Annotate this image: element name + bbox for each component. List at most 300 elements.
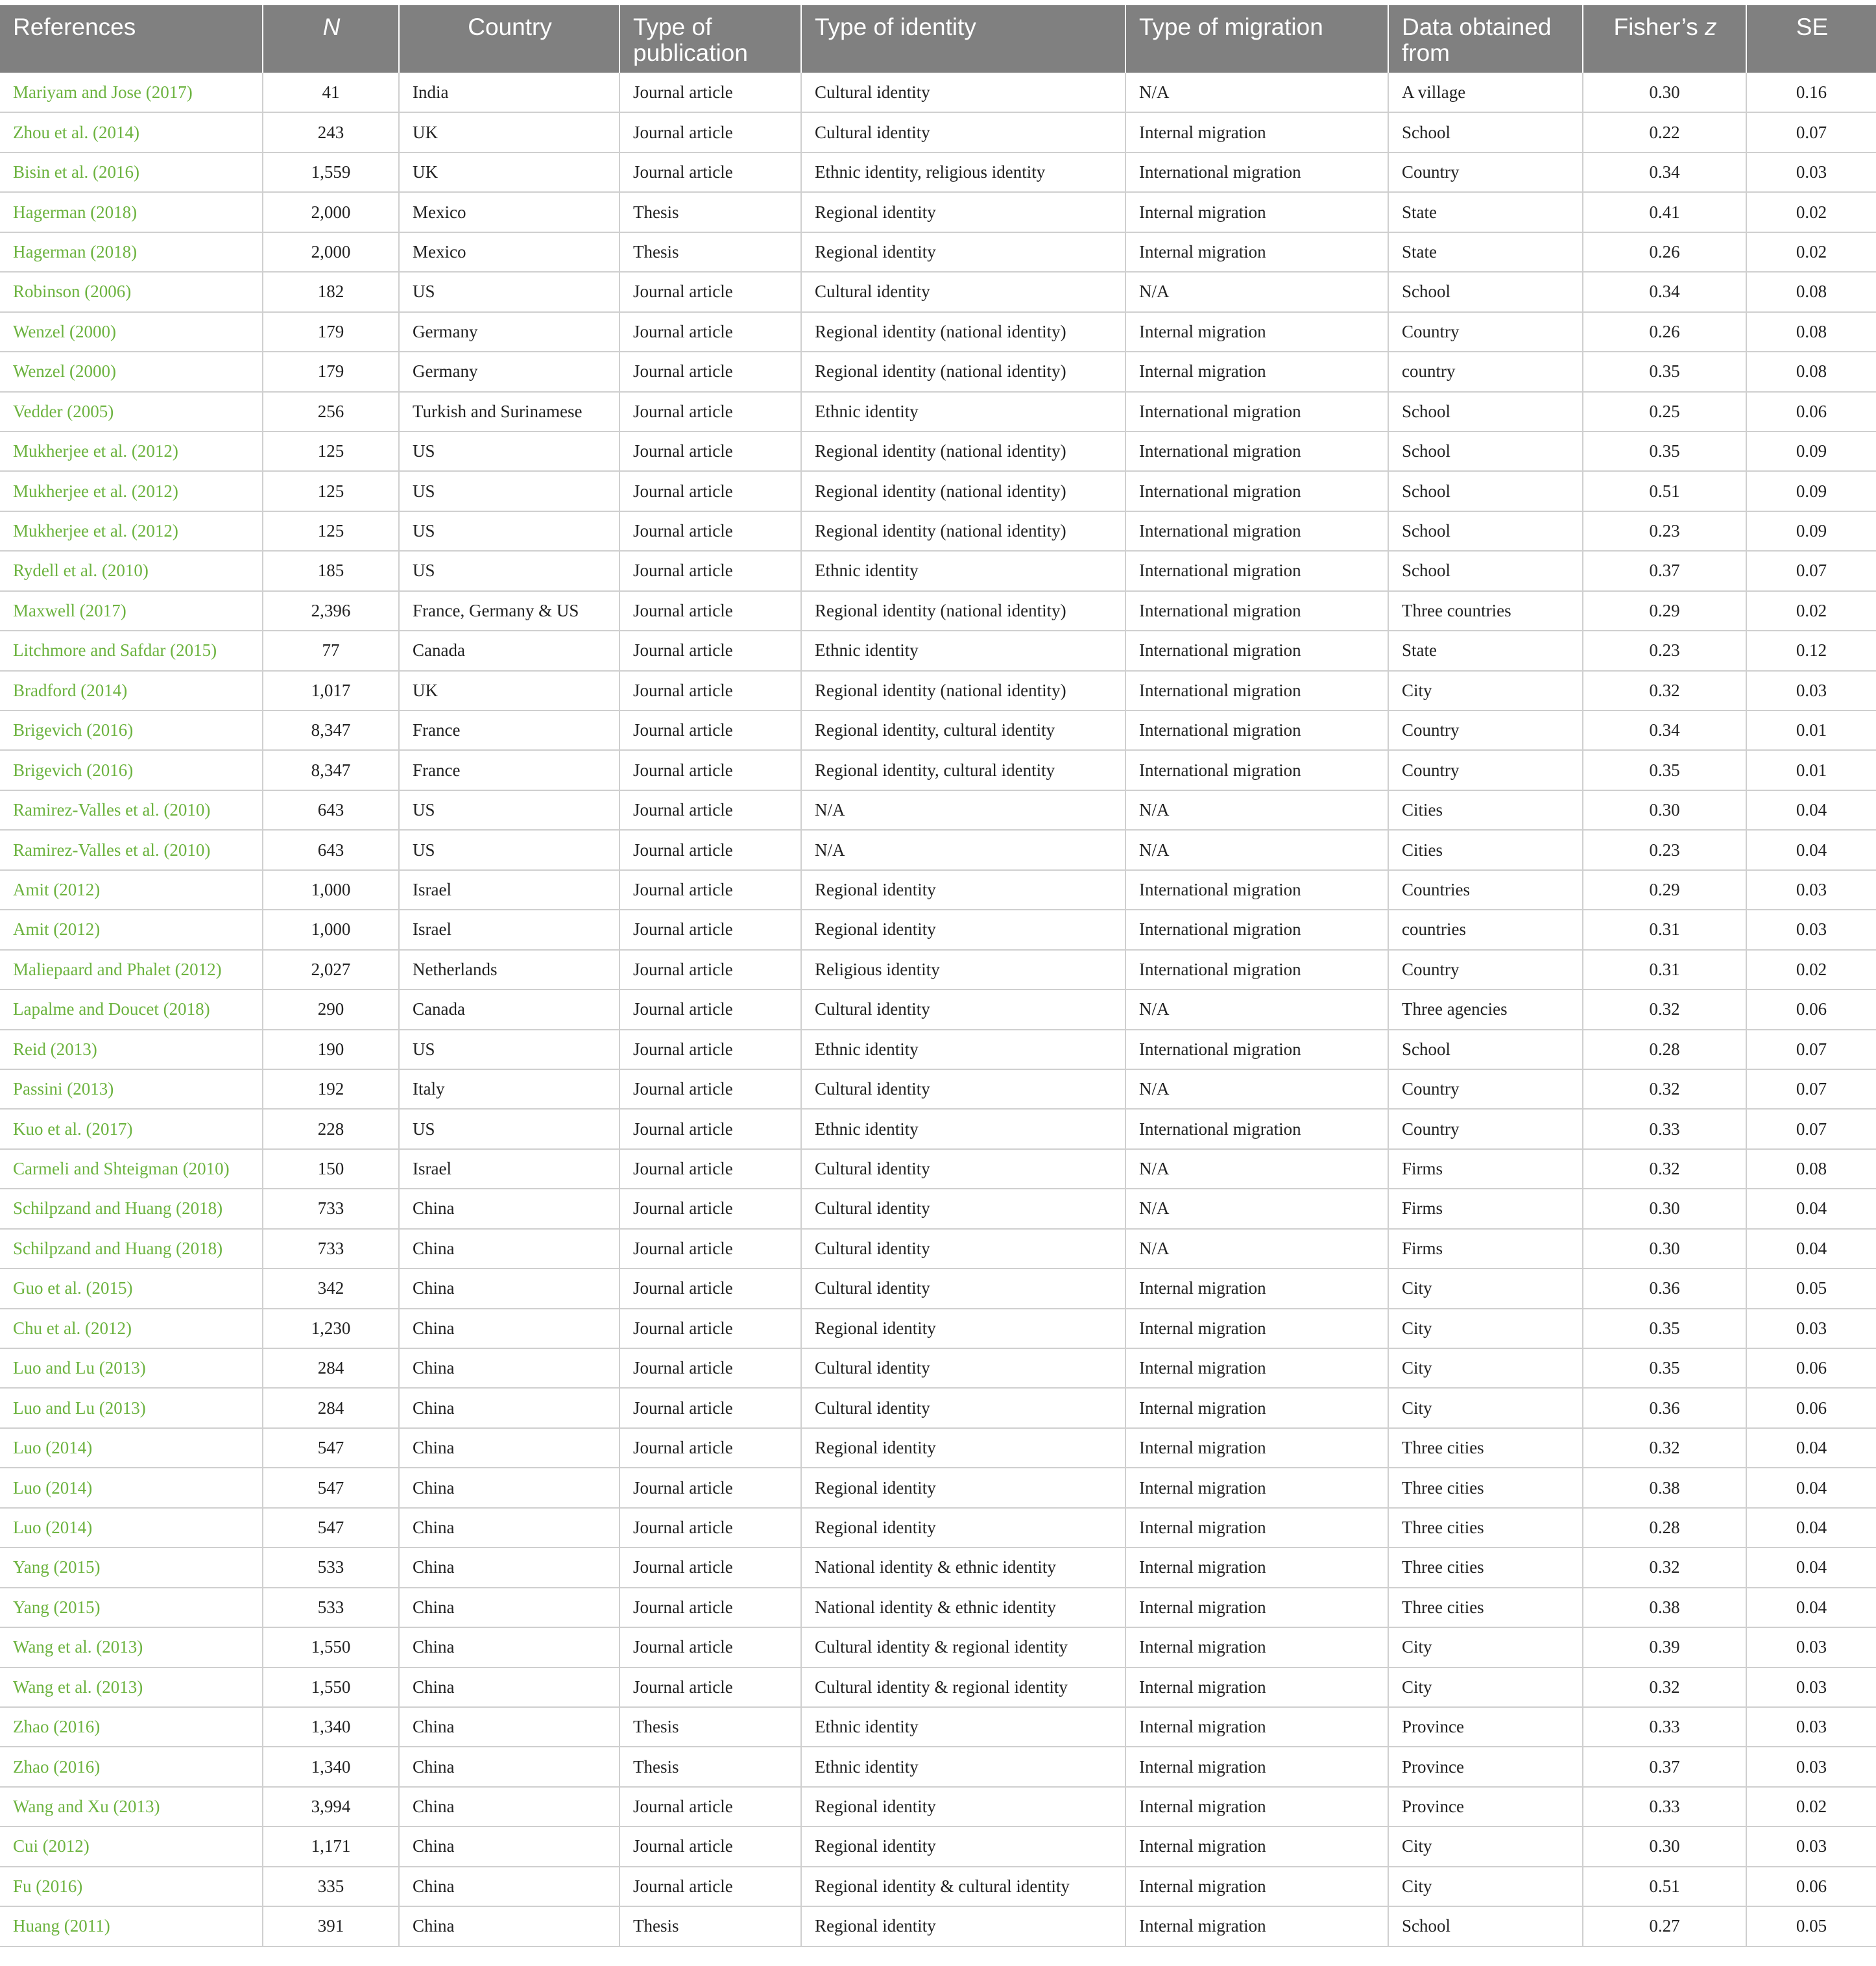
cell-fisher-z: 0.32: [1583, 1069, 1746, 1109]
cell-country: China: [399, 1508, 619, 1547]
cell-reference[interactable]: Ramirez-Valles et al. (2010): [0, 830, 263, 869]
cell-source: State: [1388, 192, 1583, 232]
cell-publication: Journal article: [619, 1309, 801, 1348]
cell-migration: Internal migration: [1125, 192, 1388, 232]
table-row: [0, 1508, 1876, 1547]
cell-fisher-z: 0.26: [1583, 312, 1746, 352]
cell-reference[interactable]: Yang (2015): [0, 1588, 263, 1627]
cell-country: China: [399, 1668, 619, 1707]
cell-n: 77: [263, 631, 399, 670]
cell-country: China: [399, 1707, 619, 1747]
table-row: [0, 1229, 1876, 1268]
cell-migration: Internal migration: [1125, 1906, 1388, 1946]
cell-reference[interactable]: Cui (2012): [0, 1826, 263, 1866]
cell-se: 0.06: [1746, 392, 1876, 431]
table-row: [0, 910, 1876, 949]
cell-country: UK: [399, 671, 619, 710]
cell-identity: Regional identity: [801, 192, 1125, 232]
cell-reference[interactable]: Hagerman (2018): [0, 192, 263, 232]
cell-source: Country: [1388, 710, 1583, 750]
cell-fisher-z: 0.51: [1583, 1867, 1746, 1906]
cell-migration: International migration: [1125, 392, 1388, 431]
cell-migration: Internal migration: [1125, 312, 1388, 352]
table-row: [0, 431, 1876, 471]
cell-se: 0.08: [1746, 1149, 1876, 1189]
cell-migration: Internal migration: [1125, 1826, 1388, 1866]
cell-se: 0.02: [1746, 591, 1876, 631]
cell-identity: National identity & ethnic identity: [801, 1547, 1125, 1587]
cell-reference[interactable]: Maliepaard and Phalet (2012): [0, 950, 263, 989]
cell-se: 0.07: [1746, 1109, 1876, 1148]
cell-fisher-z: 0.35: [1583, 750, 1746, 790]
cell-publication: Journal article: [619, 1069, 801, 1109]
cell-migration: Internal migration: [1125, 1867, 1388, 1906]
cell-reference[interactable]: Amit (2012): [0, 870, 263, 910]
cell-fisher-z: 0.38: [1583, 1588, 1746, 1627]
cell-publication: Thesis: [619, 232, 801, 272]
cell-country: China: [399, 1867, 619, 1906]
cell-reference[interactable]: Yang (2015): [0, 1547, 263, 1587]
cell-source: Three cities: [1388, 1508, 1583, 1547]
cell-migration: International migration: [1125, 152, 1388, 192]
cell-n: 547: [263, 1428, 399, 1468]
cell-country: Germany: [399, 352, 619, 391]
table-row: [0, 1109, 1876, 1148]
data-table: [0, 5, 1876, 1947]
cell-migration: N/A: [1125, 1069, 1388, 1109]
cell-identity: Regional identity (national identity): [801, 431, 1125, 471]
cell-reference[interactable]: Zhao (2016): [0, 1707, 263, 1747]
cell-publication: Journal article: [619, 1787, 801, 1826]
cell-source: Three agencies: [1388, 989, 1583, 1029]
cell-reference[interactable]: Schilpzand and Huang (2018): [0, 1229, 263, 1268]
cell-reference[interactable]: Brigevich (2016): [0, 750, 263, 790]
cell-publication: Journal article: [619, 1388, 801, 1427]
cell-migration: N/A: [1125, 830, 1388, 869]
cell-identity: Ethnic identity: [801, 392, 1125, 431]
cell-reference[interactable]: Luo (2014): [0, 1428, 263, 1468]
table-row: [0, 1348, 1876, 1388]
cell-n: 125: [263, 471, 399, 511]
cell-country: Italy: [399, 1069, 619, 1109]
cell-fisher-z: 0.22: [1583, 112, 1746, 152]
cell-source: country: [1388, 352, 1583, 391]
cell-publication: Journal article: [619, 112, 801, 152]
cell-migration: Internal migration: [1125, 232, 1388, 272]
cell-country: China: [399, 1428, 619, 1468]
cell-migration: Internal migration: [1125, 1547, 1388, 1587]
cell-source: A village: [1388, 73, 1583, 112]
col-header-migration: Type of migration: [1125, 5, 1388, 73]
cell-se: 0.03: [1746, 870, 1876, 910]
cell-se: 0.07: [1746, 1069, 1876, 1109]
cell-country: Canada: [399, 631, 619, 670]
cell-country: China: [399, 1468, 619, 1507]
cell-reference[interactable]: Ramirez-Valles et al. (2010): [0, 790, 263, 830]
table-row: [0, 989, 1876, 1029]
cell-source: State: [1388, 232, 1583, 272]
cell-n: 733: [263, 1189, 399, 1228]
cell-reference[interactable]: Bisin et al. (2016): [0, 152, 263, 192]
table-row: [0, 671, 1876, 710]
cell-identity: Regional identity & cultural identity: [801, 1867, 1125, 1906]
cell-fisher-z: 0.28: [1583, 1508, 1746, 1547]
cell-identity: Ethnic identity: [801, 631, 1125, 670]
cell-n: 2,027: [263, 950, 399, 989]
cell-n: 182: [263, 272, 399, 311]
cell-source: City: [1388, 1627, 1583, 1667]
cell-se: 0.02: [1746, 192, 1876, 232]
cell-n: 179: [263, 312, 399, 352]
cell-n: 3,994: [263, 1787, 399, 1826]
cell-fisher-z: 0.32: [1583, 671, 1746, 710]
cell-identity: Cultural identity: [801, 112, 1125, 152]
cell-reference[interactable]: Luo (2014): [0, 1508, 263, 1547]
cell-se: 0.06: [1746, 1867, 1876, 1906]
cell-reference[interactable]: Vedder (2005): [0, 392, 263, 431]
cell-reference[interactable]: Brigevich (2016): [0, 710, 263, 750]
cell-reference[interactable]: Mukherjee et al. (2012): [0, 431, 263, 471]
cell-identity: Cultural identity: [801, 1189, 1125, 1228]
cell-n: 335: [263, 1867, 399, 1906]
cell-source: Firms: [1388, 1189, 1583, 1228]
cell-source: Countries: [1388, 870, 1583, 910]
cell-identity: Regional identity: [801, 1826, 1125, 1866]
cell-se: 0.12: [1746, 631, 1876, 670]
table-row: [0, 1388, 1876, 1427]
cell-reference[interactable]: Amit (2012): [0, 910, 263, 949]
cell-source: countries: [1388, 910, 1583, 949]
cell-country: China: [399, 1388, 619, 1427]
cell-source: School: [1388, 112, 1583, 152]
cell-migration: Internal migration: [1125, 1468, 1388, 1507]
cell-identity: National identity & ethnic identity: [801, 1588, 1125, 1627]
cell-n: 8,347: [263, 710, 399, 750]
cell-reference[interactable]: Luo (2014): [0, 1468, 263, 1507]
cell-migration: International migration: [1125, 870, 1388, 910]
cell-fisher-z: 0.34: [1583, 710, 1746, 750]
cell-source: School: [1388, 431, 1583, 471]
cell-fisher-z: 0.33: [1583, 1787, 1746, 1826]
cell-identity: Ethnic identity, religious identity: [801, 152, 1125, 192]
cell-reference[interactable]: Huang (2011): [0, 1906, 263, 1946]
cell-source: Firms: [1388, 1149, 1583, 1189]
cell-migration: International migration: [1125, 1109, 1388, 1148]
cell-publication: Journal article: [619, 1547, 801, 1587]
cell-country: China: [399, 1787, 619, 1826]
cell-migration: International migration: [1125, 631, 1388, 670]
cell-se: 0.03: [1746, 1627, 1876, 1667]
cell-se: 0.03: [1746, 910, 1876, 949]
cell-source: Country: [1388, 312, 1583, 352]
table-row: [0, 73, 1876, 112]
fisher-label: Fisher’s: [1613, 14, 1698, 40]
cell-reference[interactable]: Maxwell (2017): [0, 591, 263, 631]
cell-source: City: [1388, 1867, 1583, 1906]
cell-n: 2,000: [263, 192, 399, 232]
cell-reference[interactable]: Reid (2013): [0, 1030, 263, 1069]
table-row: [0, 551, 1876, 590]
cell-n: 2,396: [263, 591, 399, 631]
cell-reference[interactable]: Kuo et al. (2017): [0, 1109, 263, 1148]
cell-migration: Internal migration: [1125, 1787, 1388, 1826]
cell-fisher-z: 0.30: [1583, 1229, 1746, 1268]
cell-reference[interactable]: Wang and Xu (2013): [0, 1787, 263, 1826]
cell-country: US: [399, 511, 619, 551]
cell-identity: Regional identity: [801, 1428, 1125, 1468]
table-row: [0, 1627, 1876, 1667]
header-row: [0, 5, 1876, 73]
table-row: [0, 1668, 1876, 1707]
cell-reference[interactable]: Wenzel (2000): [0, 312, 263, 352]
cell-se: 0.03: [1746, 1309, 1876, 1348]
cell-source: City: [1388, 1668, 1583, 1707]
cell-migration: N/A: [1125, 1189, 1388, 1228]
cell-migration: Internal migration: [1125, 1388, 1388, 1427]
cell-fisher-z: 0.30: [1583, 73, 1746, 112]
cell-country: Netherlands: [399, 950, 619, 989]
cell-reference[interactable]: Robinson (2006): [0, 272, 263, 311]
col-header-country: Country: [399, 5, 619, 73]
cell-publication: Journal article: [619, 1030, 801, 1069]
cell-source: Three cities: [1388, 1588, 1583, 1627]
cell-source: City: [1388, 1268, 1583, 1308]
cell-n: 228: [263, 1109, 399, 1148]
cell-se: 0.09: [1746, 471, 1876, 511]
cell-source: Country: [1388, 152, 1583, 192]
cell-migration: N/A: [1125, 73, 1388, 112]
cell-reference[interactable]: Mariyam and Jose (2017): [0, 73, 263, 112]
cell-identity: Ethnic identity: [801, 1030, 1125, 1069]
cell-migration: Internal migration: [1125, 1588, 1388, 1627]
cell-n: 533: [263, 1588, 399, 1627]
cell-reference[interactable]: Bradford (2014): [0, 671, 263, 710]
cell-reference[interactable]: Schilpzand and Huang (2018): [0, 1189, 263, 1228]
cell-country: UK: [399, 112, 619, 152]
cell-migration: International migration: [1125, 551, 1388, 590]
cell-n: 256: [263, 392, 399, 431]
cell-reference[interactable]: Carmeli and Shteigman (2010): [0, 1149, 263, 1189]
cell-fisher-z: 0.29: [1583, 870, 1746, 910]
cell-source: School: [1388, 272, 1583, 311]
cell-migration: International migration: [1125, 471, 1388, 511]
cell-se: 0.04: [1746, 1189, 1876, 1228]
table-row: [0, 471, 1876, 511]
cell-migration: N/A: [1125, 790, 1388, 830]
cell-reference[interactable]: Mukherjee et al. (2012): [0, 511, 263, 551]
cell-fisher-z: 0.23: [1583, 511, 1746, 551]
cell-reference[interactable]: Wang et al. (2013): [0, 1668, 263, 1707]
cell-identity: Regional identity: [801, 870, 1125, 910]
cell-fisher-z: 0.39: [1583, 1627, 1746, 1667]
cell-publication: Thesis: [619, 192, 801, 232]
cell-publication: Journal article: [619, 1588, 801, 1627]
cell-country: Canada: [399, 989, 619, 1029]
cell-publication: Journal article: [619, 73, 801, 112]
cell-publication: Journal article: [619, 1468, 801, 1507]
cell-publication: Journal article: [619, 671, 801, 710]
cell-identity: N/A: [801, 830, 1125, 869]
cell-reference[interactable]: Wang et al. (2013): [0, 1627, 263, 1667]
cell-migration: International migration: [1125, 431, 1388, 471]
cell-migration: International migration: [1125, 750, 1388, 790]
cell-country: US: [399, 830, 619, 869]
cell-publication: Journal article: [619, 1189, 801, 1228]
cell-publication: Journal article: [619, 471, 801, 511]
cell-identity: Cultural identity: [801, 1149, 1125, 1189]
cell-source: School: [1388, 551, 1583, 590]
cell-identity: Regional identity: [801, 1787, 1125, 1826]
cell-reference[interactable]: Guo et al. (2015): [0, 1268, 263, 1308]
cell-se: 0.08: [1746, 312, 1876, 352]
cell-reference[interactable]: Hagerman (2018): [0, 232, 263, 272]
cell-source: Three cities: [1388, 1547, 1583, 1587]
cell-identity: Cultural identity: [801, 989, 1125, 1029]
cell-migration: International migration: [1125, 511, 1388, 551]
cell-country: Mexico: [399, 192, 619, 232]
cell-reference[interactable]: Zhao (2016): [0, 1747, 263, 1786]
cell-reference[interactable]: Mukherjee et al. (2012): [0, 471, 263, 511]
cell-source: Country: [1388, 750, 1583, 790]
cell-publication: Journal article: [619, 392, 801, 431]
cell-migration: International migration: [1125, 950, 1388, 989]
cell-se: 0.04: [1746, 1229, 1876, 1268]
cell-n: 1,000: [263, 870, 399, 910]
cell-publication: Journal article: [619, 1109, 801, 1148]
table-row: [0, 1189, 1876, 1228]
cell-fisher-z: 0.36: [1583, 1388, 1746, 1427]
cell-identity: Regional identity (national identity): [801, 591, 1125, 631]
cell-country: China: [399, 1229, 619, 1268]
cell-reference[interactable]: Rydell et al. (2010): [0, 551, 263, 590]
cell-migration: Internal migration: [1125, 1668, 1388, 1707]
table-row: [0, 1588, 1876, 1627]
cell-source: City: [1388, 1388, 1583, 1427]
cell-se: 0.06: [1746, 1388, 1876, 1427]
cell-se: 0.08: [1746, 272, 1876, 311]
cell-n: 179: [263, 352, 399, 391]
cell-identity: Regional identity (national identity): [801, 471, 1125, 511]
cell-identity: Regional identity (national identity): [801, 671, 1125, 710]
cell-source: Province: [1388, 1747, 1583, 1786]
cell-se: 0.08: [1746, 352, 1876, 391]
cell-se: 0.03: [1746, 1668, 1876, 1707]
cell-se: 0.03: [1746, 1747, 1876, 1786]
cell-publication: Journal article: [619, 1508, 801, 1547]
col-header-source: Data obtained from: [1388, 5, 1583, 73]
cell-n: 284: [263, 1348, 399, 1388]
cell-n: 1,230: [263, 1309, 399, 1348]
cell-reference[interactable]: Luo and Lu (2013): [0, 1348, 263, 1388]
table-row: [0, 352, 1876, 391]
cell-se: 0.03: [1746, 152, 1876, 192]
cell-se: 0.07: [1746, 1030, 1876, 1069]
cell-reference[interactable]: Fu (2016): [0, 1867, 263, 1906]
cell-country: China: [399, 1627, 619, 1667]
cell-fisher-z: 0.32: [1583, 1547, 1746, 1587]
cell-identity: Cultural identity & regional identity: [801, 1627, 1125, 1667]
cell-country: China: [399, 1588, 619, 1627]
cell-migration: N/A: [1125, 989, 1388, 1029]
cell-fisher-z: 0.25: [1583, 392, 1746, 431]
cell-fisher-z: 0.32: [1583, 1149, 1746, 1189]
cell-publication: Journal article: [619, 511, 801, 551]
cell-n: 192: [263, 1069, 399, 1109]
cell-reference[interactable]: Litchmore and Safdar (2015): [0, 631, 263, 670]
cell-n: 185: [263, 551, 399, 590]
cell-fisher-z: 0.33: [1583, 1109, 1746, 1148]
cell-n: 547: [263, 1508, 399, 1547]
col-header-publication: Type of publication: [619, 5, 801, 73]
table-row: [0, 750, 1876, 790]
cell-source: Cities: [1388, 830, 1583, 869]
cell-reference[interactable]: Wenzel (2000): [0, 352, 263, 391]
cell-migration: Internal migration: [1125, 1747, 1388, 1786]
cell-n: 1,550: [263, 1668, 399, 1707]
table-row: [0, 870, 1876, 910]
cell-se: 0.03: [1746, 1707, 1876, 1747]
cell-fisher-z: 0.37: [1583, 551, 1746, 590]
cell-country: Turkish and Surinamese: [399, 392, 619, 431]
cell-identity: Cultural identity: [801, 73, 1125, 112]
cell-country: US: [399, 790, 619, 830]
cell-country: China: [399, 1189, 619, 1228]
cell-fisher-z: 0.35: [1583, 431, 1746, 471]
cell-n: 1,340: [263, 1707, 399, 1747]
cell-se: 0.04: [1746, 1508, 1876, 1547]
cell-identity: Regional identity, cultural identity: [801, 750, 1125, 790]
cell-se: 0.04: [1746, 1547, 1876, 1587]
cell-country: Israel: [399, 870, 619, 910]
cell-reference[interactable]: Passini (2013): [0, 1069, 263, 1109]
cell-reference[interactable]: Zhou et al. (2014): [0, 112, 263, 152]
cell-country: China: [399, 1348, 619, 1388]
cell-source: Country: [1388, 1069, 1583, 1109]
cell-publication: Journal article: [619, 1268, 801, 1308]
table-row: [0, 1826, 1876, 1866]
cell-reference[interactable]: Luo and Lu (2013): [0, 1388, 263, 1427]
cell-country: Mexico: [399, 232, 619, 272]
cell-reference[interactable]: Lapalme and Doucet (2018): [0, 989, 263, 1029]
cell-publication: Journal article: [619, 1348, 801, 1388]
cell-migration: Internal migration: [1125, 1309, 1388, 1348]
cell-country: China: [399, 1826, 619, 1866]
table-row: [0, 591, 1876, 631]
cell-se: 0.09: [1746, 431, 1876, 471]
cell-publication: Journal article: [619, 312, 801, 352]
cell-identity: Ethnic identity: [801, 1747, 1125, 1786]
cell-country: US: [399, 1109, 619, 1148]
cell-migration: International migration: [1125, 710, 1388, 750]
col-header-n: N: [263, 5, 399, 73]
cell-n: 243: [263, 112, 399, 152]
cell-n: 41: [263, 73, 399, 112]
cell-n: 643: [263, 830, 399, 869]
cell-identity: Regional identity, cultural identity: [801, 710, 1125, 750]
col-header-fisher-z: [1583, 5, 1746, 73]
cell-identity: Regional identity: [801, 1508, 1125, 1547]
cell-publication: Journal article: [619, 551, 801, 590]
cell-country: Israel: [399, 1149, 619, 1189]
cell-identity: Cultural identity & regional identity: [801, 1668, 1125, 1707]
cell-source: School: [1388, 511, 1583, 551]
cell-identity: Regional identity: [801, 1906, 1125, 1946]
cell-publication: Journal article: [619, 1668, 801, 1707]
cell-country: US: [399, 1030, 619, 1069]
cell-source: School: [1388, 1906, 1583, 1946]
cell-reference[interactable]: Chu et al. (2012): [0, 1309, 263, 1348]
cell-identity: Regional identity: [801, 1309, 1125, 1348]
